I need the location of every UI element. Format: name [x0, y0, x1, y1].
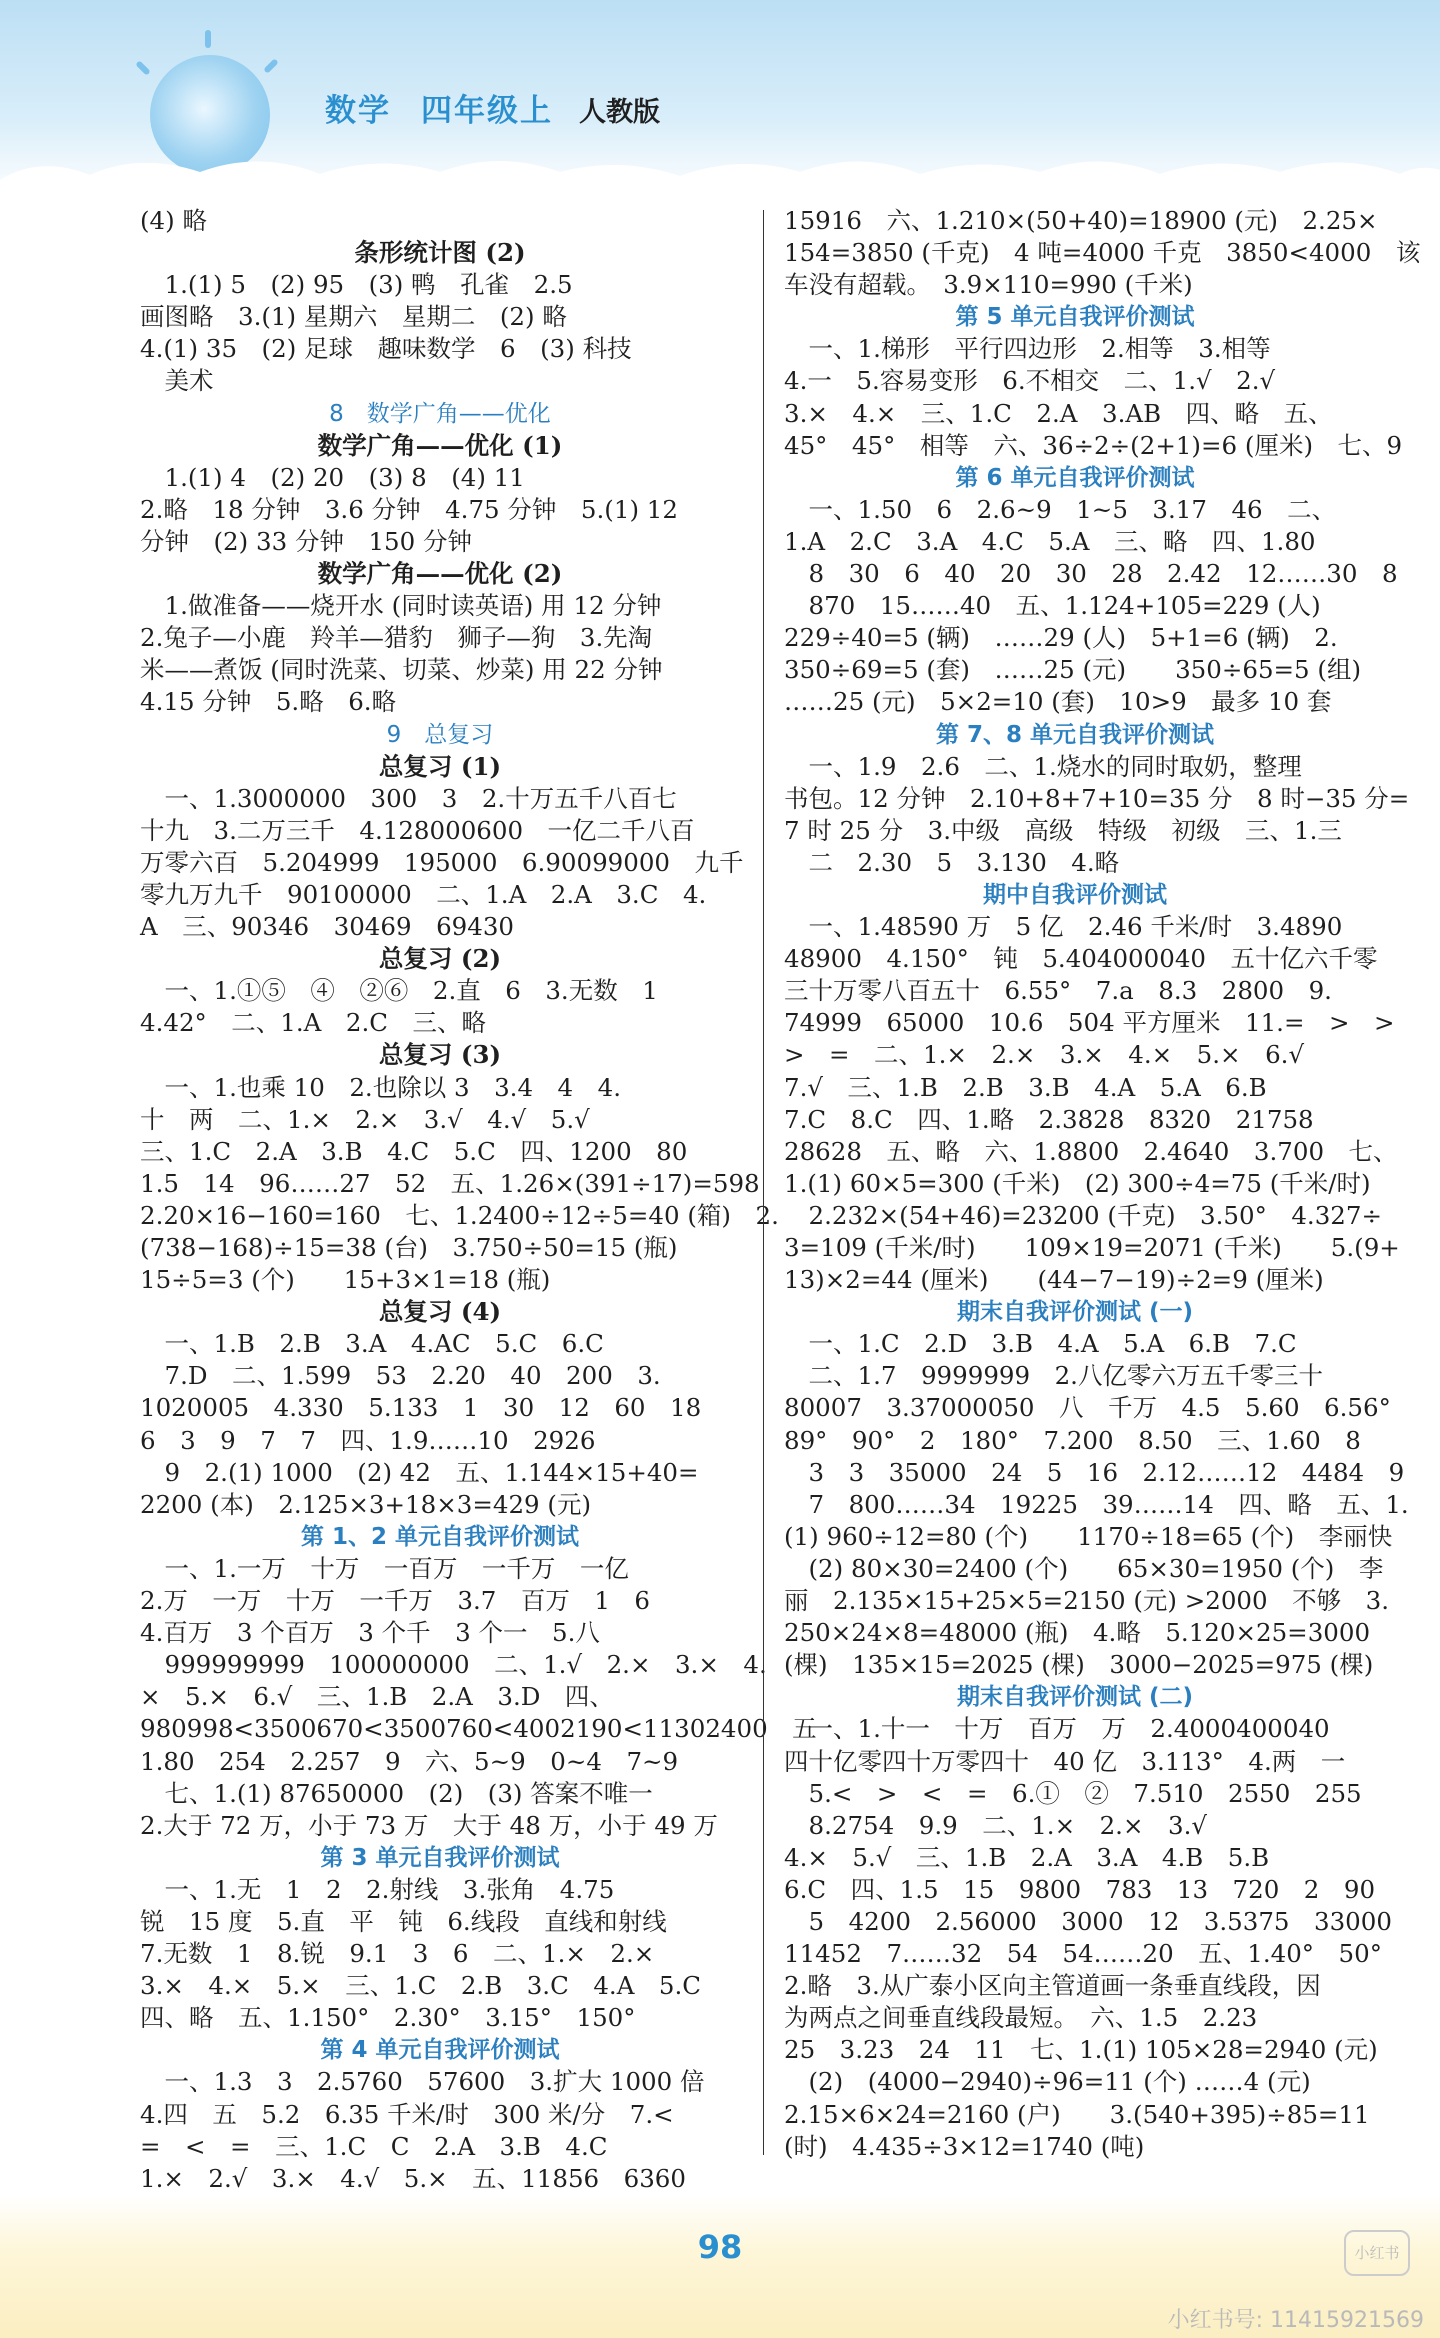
- answer-line: 980998<3500670<3500760<4002190<11302400 五: [140, 1714, 817, 1744]
- answer-line: 1.5 14 96……27 52 五、1.26×(391÷17)=598: [140, 1168, 760, 1198]
- answer-line: 45° 45° 相等 六、36÷2÷(2+1)=6 (厘米) 七、9: [784, 430, 1403, 460]
- section-heading: 第 4 单元自我评价测试: [320, 2037, 560, 2064]
- answer-line: 一、1.9 2.6 二、1.烧水的同时取奶，整理: [784, 751, 1302, 781]
- sun-ray: [205, 30, 211, 48]
- answer-column-right: [784, 205, 1421, 2163]
- grade-label: 四年级上: [421, 93, 553, 129]
- answer-line: 二、1.7 9999999 2.八亿零六万五千零三十: [784, 1361, 1323, 1391]
- answer-line: 2.兔子—小鹿 羚羊—猎豹 狮子—狗 3.先淘: [140, 623, 653, 653]
- answer-line: 1.(1) 5 (2) 95 (3) 鸭 孔雀 2.5: [140, 270, 573, 300]
- answer-line: 1.(1) 60×5=300 (千米) (2) 300÷4=75 (千米/时): [784, 1168, 1371, 1198]
- answer-line: (2) (4000−2940)÷96=11 (个) ……4 (元): [784, 2067, 1311, 2097]
- answer-line: 350÷69=5 (套) ……25 (元) 350÷65=5 (组): [784, 655, 1362, 685]
- answer-line: 一、1.B 2.B 3.A 4.AC 5.C 6.C: [140, 1329, 604, 1359]
- answer-line: 999999999 100000000 二、1.√ 2.× 3.× 4.: [140, 1650, 767, 1680]
- answer-line: 4.× 5.√ 三、1.B 2.A 3.A 4.B 5.B: [784, 1842, 1270, 1872]
- subject-label: 数学: [325, 93, 391, 129]
- answer-line: 一、1.①⑤ ④ ②⑥ 2.直 6 3.无数 1: [140, 976, 658, 1006]
- section-heading: 总复习 (3): [378, 1040, 502, 1070]
- answer-line: (棵) 135×15=2025 (棵) 3000−2025=975 (棵): [784, 1650, 1374, 1680]
- answer-line: 一、1.48590 万 5 亿 2.46 千米/时 3.4890: [784, 912, 1343, 942]
- answer-line: 3.× 4.× 5.× 三、1.C 2.B 3.C 4.A 5.C: [140, 1971, 702, 2001]
- answer-line: 一、1.无 1 2 2.射线 3.张角 4.75: [140, 1874, 615, 1904]
- answer-line: 一、1.3000000 300 3 2.十万五千八百七: [140, 783, 677, 813]
- answer-line: 车没有超载。 3.9×110=990 (千米): [784, 270, 1193, 300]
- answer-line: 1.(1) 4 (2) 20 (3) 8 (4) 11: [140, 462, 525, 492]
- answer-line: A 三、90346 30469 69430: [140, 912, 515, 942]
- column-divider: [763, 210, 764, 2155]
- answer-line: 250×24×8=48000 (瓶) 4.略 5.120×25=3000: [784, 1618, 1371, 1648]
- answer-line: 7 800……34 19225 39……14 四、略 五、1.: [784, 1489, 1409, 1519]
- answer-line: 1.80 254 2.257 9 六、5~9 0~4 7~9: [140, 1746, 679, 1776]
- answer-line: 3=109 (千米/时) 109×19=2071 (千米) 5.(9+: [784, 1233, 1400, 1262]
- section-heading: 第 5 单元自我评价测试: [955, 304, 1195, 331]
- answer-line: 1.做准备——烧开水 (同时读英语) 用 12 分钟: [140, 591, 662, 621]
- answer-line: 画图略 3.(1) 星期六 星期二 (2) 略: [140, 302, 567, 332]
- page-title: [325, 85, 660, 130]
- answer-line: 9 2.(1) 1000 (2) 42 五、1.144×15+40=: [140, 1457, 699, 1487]
- answer-line: 1.× 2.√ 3.× 4.√ 5.× 五、11856 6360: [140, 2163, 686, 2193]
- answer-line: > = 二、1.× 2.× 3.× 4.× 5.× 6.√: [784, 1040, 1305, 1070]
- answer-line: 丽 2.135×15+25×5=2150 (元) >2000 不够 3.: [784, 1586, 1389, 1616]
- section-heading: 期末自我评价测试 (一): [956, 1299, 1194, 1326]
- answer-line: 6.C 四、1.5 15 9800 783 13 720 2 90: [784, 1874, 1376, 1904]
- answer-line: 28628 五、略 六、1.8800 2.4640 3.700 七、: [784, 1136, 1398, 1166]
- answer-line: 7.D 二、1.599 53 2.20 40 200 3.: [140, 1361, 661, 1391]
- answer-line: 四十亿零四十万零四十 40 亿 3.113° 4.两 一: [784, 1746, 1346, 1776]
- answer-line: 89° 90° 2 180° 7.200 8.50 三、1.60 8: [784, 1425, 1361, 1455]
- answer-line: (738−168)÷15=38 (台) 3.750÷50=15 (瓶): [140, 1233, 678, 1262]
- answer-line: 3 3 35000 24 5 16 2.12……12 4484 9: [784, 1457, 1405, 1487]
- answer-line: 米——煮饭 (同时洗菜、切菜、炒菜) 用 22 分钟: [140, 655, 663, 685]
- answer-line: 十九 3.二万三千 4.128000600 一亿二千八百: [140, 815, 695, 845]
- answer-line: 2.大于 72 万，小于 73 万 大于 48 万，小于 49 万: [140, 1810, 718, 1840]
- answer-line: 13)×2=44 (厘米) (44−7−19)÷2=9 (厘米): [784, 1265, 1324, 1295]
- answer-line: 7.√ 三、1.B 2.B 3.B 4.A 5.A 6.B: [784, 1072, 1267, 1102]
- answer-line: 一、1.3 3 2.5760 57600 3.扩大 1000 倍: [140, 2067, 705, 2097]
- answer-line: × 5.× 6.√ 三、1.B 2.A 3.D 四、: [140, 1682, 614, 1712]
- answer-line: 2.20×16−160=160 七、1.2400÷12÷5=40 (箱) 2.: [140, 1200, 779, 1230]
- answer-line: 十 两 二、1.× 2.× 3.√ 4.√ 5.√: [140, 1104, 590, 1134]
- section-heading: 总复习 (1): [378, 751, 502, 781]
- answer-line: (4) 略: [140, 206, 207, 235]
- answer-line: 2.略 3.从广泰小区向主管道画一条垂直线段，因: [784, 1971, 1321, 2001]
- answer-line: 一、1.也乘 10 2.也除以 3 3.4 4 4.: [140, 1072, 622, 1102]
- answer-line: 7.C 8.C 四、1.略 2.3828 8320 21758: [784, 1104, 1314, 1134]
- page-header: [0, 0, 1440, 200]
- answer-line: (时) 4.435÷3×12=1740 (吨): [784, 2131, 1145, 2161]
- answer-line: 万零六百 5.204999 195000 6.90099000 九千: [140, 847, 744, 877]
- answer-line: 为两点之间垂直线段最短。 六、1.5 2.23: [784, 2003, 1258, 2033]
- answer-line: 1.A 2.C 3.A 4.C 5.A 三、略 四、1.80: [784, 526, 1316, 556]
- answer-line: 6 3 9 7 7 四、1.9……10 2926: [140, 1425, 596, 1455]
- answer-line: 154=3850 (千克) 4 吨=4000 千克 3850<4000 该: [784, 238, 1421, 268]
- answer-line: 书包。12 分钟 2.10+8+7+10=35 分 8 时−35 分=: [784, 783, 1410, 813]
- answer-line: 2.232×(54+46)=23200 (千克) 3.50° 4.327÷: [784, 1200, 1383, 1230]
- answer-line: 4.(1) 35 (2) 足球 趣味数学 6 (3) 科技: [140, 334, 632, 364]
- section-heading: 期末自我评价测试 (二): [956, 1684, 1194, 1711]
- answer-line: 870 15……40 五、1.124+105=229 (人): [784, 591, 1321, 621]
- answer-line: 8 30 6 40 20 30 28 2.42 12……30 8: [784, 559, 1398, 589]
- answer-line: 三、1.C 2.A 3.B 4.C 5.C 四、1200 80: [140, 1136, 688, 1166]
- section-heading: 总复习 (4): [378, 1297, 502, 1327]
- answer-line: 3.× 4.× 三、1.C 2.A 3.AB 四、略 五、: [784, 398, 1333, 428]
- answer-line: 15÷5=3 (个) 15+3×1=18 (瓶): [140, 1265, 551, 1295]
- answer-line: 1020005 4.330 5.133 1 30 12 60 18: [140, 1393, 702, 1423]
- answer-line: 二 2.30 5 3.130 4.略: [784, 847, 1120, 877]
- answer-line: 七、1.(1) 87650000 (2) (3) 答案不唯一: [140, 1778, 653, 1808]
- sun-ray: [263, 58, 279, 74]
- answer-line: 80007 3.37000050 八 千万 4.5 5.60 6.56°: [784, 1393, 1391, 1423]
- answer-line: 4.15 分钟 5.略 6.略: [140, 687, 397, 717]
- answer-line: 7 时 25 分 3.中级 高级 特级 初级 三、1.三: [784, 815, 1342, 845]
- section-heading: 第 6 单元自我评价测试: [955, 464, 1195, 491]
- answer-line: 零九万九千 90100000 二、1.A 2.A 3.C 4.: [140, 879, 707, 909]
- cloud-edge: [0, 150, 1440, 210]
- answer-line: 5.< > < = 6.① ② 7.510 2550 255: [784, 1778, 1362, 1808]
- answer-line: = < = 三、1.C C 2.A 3.B 4.C: [140, 2131, 608, 2161]
- watermark-id: 小红书号: 11415921569: [1167, 2308, 1424, 2333]
- answer-line: 4.42° 二、1.A 2.C 三、略: [140, 1008, 486, 1038]
- answer-line: 2200 (本) 2.125×3+18×3=429 (元): [140, 1489, 592, 1519]
- answer-line: 一、1.十一 十万 百万 万 2.4000400040: [784, 1714, 1330, 1744]
- answer-line: 4.百万 3 个百万 3 个千 3 个一 5.八: [140, 1618, 600, 1648]
- section-heading: 数学广角——优化 (2): [317, 559, 563, 589]
- answer-line: 一、1.50 6 2.6~9 1~5 3.17 46 二、: [784, 494, 1337, 524]
- answer-line: 8.2754 9.9 二、1.× 2.× 3.√: [784, 1810, 1207, 1840]
- answer-line: ……25 (元) 5×2=10 (套) 10>9 最多 10 套: [784, 687, 1332, 717]
- answer-line: 锐 15 度 5.直 平 钝 6.线段 直线和射线: [140, 1906, 667, 1936]
- page-number: 98: [697, 2228, 743, 2266]
- answer-line: 48900 4.150° 钝 5.404000040 五十亿六千零: [784, 944, 1378, 974]
- answer-line: 4.一 5.容易变形 6.不相交 二、1.√ 2.√: [784, 366, 1276, 396]
- answer-line: 2.15×6×24=2160 (户) 3.(540+395)÷85=11: [784, 2099, 1370, 2129]
- answer-line: 2.万 一万 十万 一千万 3.7 百万 1 6: [140, 1586, 651, 1616]
- section-heading: 数学广角——优化 (1): [317, 430, 563, 460]
- section-heading: 总复习 (2): [378, 944, 502, 974]
- sun-ray: [135, 60, 151, 76]
- answer-line: 4.四 五 5.2 6.35 千米/时 300 米/分 7.<: [140, 2099, 674, 2129]
- answer-line: 5 4200 2.56000 3000 12 3.5375 33000: [784, 1906, 1392, 1936]
- answer-column-left: [140, 205, 817, 2195]
- answer-line: (2) 80×30=2400 (个) 65×30=1950 (个) 李: [784, 1553, 1384, 1583]
- answer-line: 美术: [140, 366, 214, 396]
- answer-line: 25 3.23 24 11 七、1.(1) 105×28=2940 (元): [784, 2035, 1378, 2065]
- answer-line: 15916 六、1.210×(50+40)=18900 (元) 2.25×: [784, 206, 1378, 235]
- answer-line: (1) 960÷12=80 (个) 1170÷18=65 (个) 李丽快: [784, 1521, 1393, 1551]
- answer-line: 一、1.C 2.D 3.B 4.A 5.A 6.B 7.C: [784, 1329, 1297, 1359]
- answer-line: 四、略 五、1.150° 2.30° 3.15° 150°: [140, 2003, 636, 2033]
- answer-line: 三十万零八百五十 6.55° 7.a 8.3 2800 9.: [784, 976, 1332, 1006]
- edition-label: 人教版: [579, 97, 660, 128]
- answer-line: 11452 7……32 54 54……20 五、1.40° 50°: [784, 1939, 1382, 1969]
- answer-line: 分钟 (2) 33 分钟 150 分钟: [140, 526, 473, 556]
- answer-line: 一、1.一万 十万 一百万 一千万 一亿: [140, 1553, 629, 1583]
- watermark-brand: 小红书: [1344, 2230, 1410, 2276]
- answer-line: 一、1.梯形 平行四边形 2.相等 3.相等: [784, 334, 1271, 364]
- answer-line: 229÷40=5 (辆) ……29 (人) 5+1=6 (辆) 2.: [784, 623, 1338, 653]
- section-heading: 第 3 单元自我评价测试: [320, 1844, 560, 1871]
- section-heading: 条形统计图 (2): [354, 238, 526, 268]
- answer-line: 7.无数 1 8.锐 9.1 3 6 二、1.× 2.×: [140, 1939, 655, 1969]
- section-heading: 第 1、2 单元自我评价测试: [300, 1523, 580, 1550]
- section-heading: 期中自我评价测试: [983, 881, 1167, 908]
- answer-line: 2.略 18 分钟 3.6 分钟 4.75 分钟 5.(1) 12: [140, 494, 678, 524]
- chapter-heading: 8 数学广角——优化: [329, 400, 551, 427]
- section-heading: 第 7、8 单元自我评价测试: [935, 721, 1215, 748]
- chapter-heading: 9 总复习: [386, 721, 494, 748]
- answer-line: 74999 65000 10.6 504 平方厘米 11.= > >: [784, 1008, 1395, 1038]
